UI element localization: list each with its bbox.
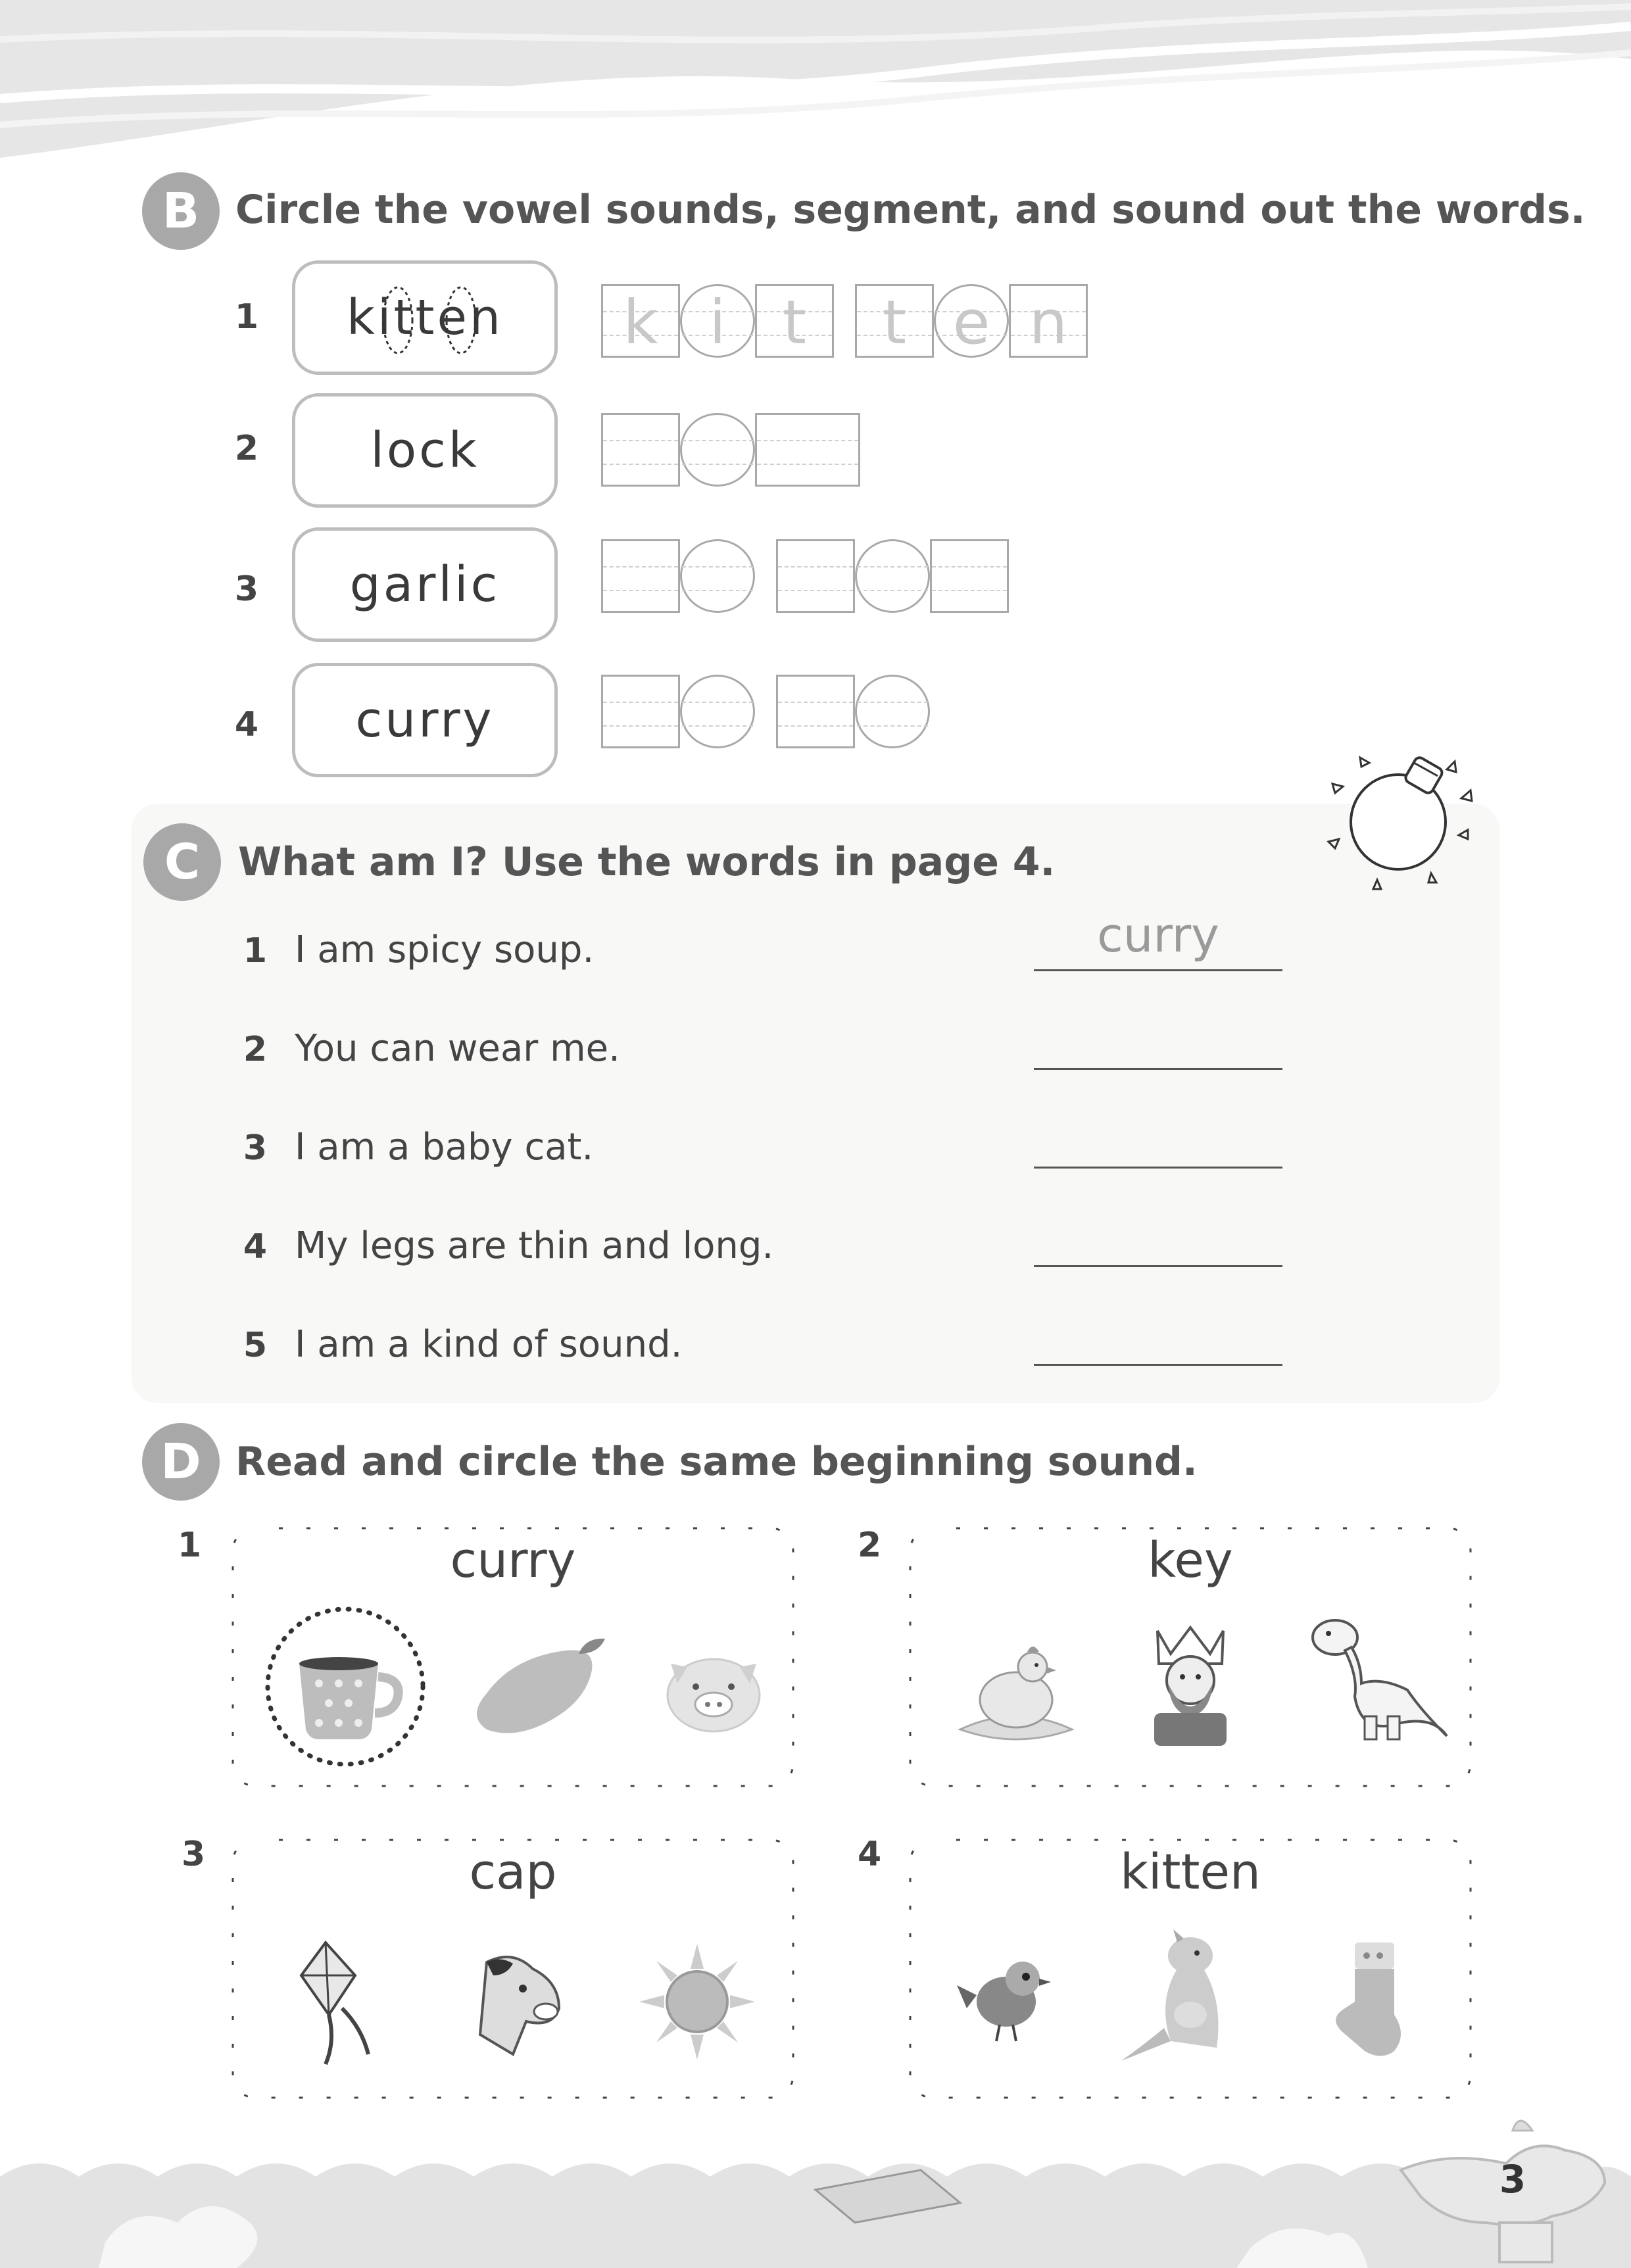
word-text: lock	[370, 422, 479, 479]
section-c-panel	[132, 804, 1499, 1403]
question-number: 1	[243, 931, 268, 971]
segment-box[interactable]	[601, 413, 680, 487]
section-d-title: Read and circle the same beginning sound.	[235, 1439, 1198, 1485]
card-word: cap	[469, 1844, 557, 1900]
word-text: kitten	[347, 289, 503, 346]
dinosaur-icon[interactable]	[1309, 1611, 1453, 1749]
cup-icon[interactable]	[263, 1604, 427, 1769]
question-number: 2	[243, 1030, 268, 1069]
answer-line[interactable]	[1034, 1265, 1282, 1267]
answer-line[interactable]	[1034, 1068, 1282, 1070]
card-word: key	[1148, 1532, 1233, 1589]
answer-line[interactable]	[1034, 969, 1282, 971]
card-word: kitten	[1120, 1844, 1261, 1900]
segment-box[interactable]	[1009, 284, 1088, 358]
pig-icon[interactable]	[658, 1644, 769, 1736]
segment-box[interactable]	[601, 284, 680, 358]
card-number: 4	[858, 1835, 882, 1874]
segment-letter: t	[782, 287, 807, 358]
segment-letter: t	[882, 287, 907, 358]
segment-circle[interactable]	[934, 284, 1009, 358]
segment-circle[interactable]	[680, 284, 755, 358]
card-word: curry	[450, 1532, 576, 1589]
word-box-kitten	[292, 260, 558, 375]
segment-circle[interactable]	[680, 539, 755, 613]
answer-line[interactable]	[1034, 1167, 1282, 1169]
word-box-curry	[292, 663, 558, 777]
question-text: I am a baby cat.	[295, 1126, 594, 1169]
segment-letter: n	[1029, 287, 1068, 358]
segment-circle[interactable]	[680, 675, 755, 748]
segment-box[interactable]	[755, 284, 834, 358]
segment-letter: i	[709, 287, 726, 358]
row-number: 2	[234, 429, 259, 468]
question-number: 5	[243, 1326, 268, 1365]
vowel-circle-e	[441, 281, 481, 360]
header-waves-decoration	[0, 0, 1631, 171]
footer-clouds-decoration	[0, 2071, 1631, 2268]
segment-circle[interactable]	[680, 413, 755, 487]
horse-icon[interactable]	[460, 1949, 572, 2061]
card-key	[901, 1519, 1480, 1795]
card-number: 2	[858, 1526, 882, 1565]
question-text: You can wear me.	[295, 1027, 620, 1070]
segment-box[interactable]	[776, 675, 855, 748]
card-cap	[224, 1831, 802, 2107]
word-text: curry	[355, 692, 495, 748]
card-curry	[224, 1519, 802, 1795]
segment-box[interactable]	[776, 539, 855, 613]
sun-icon[interactable]	[638, 1942, 756, 2061]
card-number: 3	[182, 1835, 206, 1874]
king-icon[interactable]	[1138, 1618, 1243, 1749]
word-text: garlic	[349, 556, 500, 613]
segment-box[interactable]	[755, 413, 860, 487]
word-box-lock	[292, 393, 558, 508]
question-text: My legs are thin and long.	[295, 1224, 774, 1267]
hen-icon[interactable]	[954, 1637, 1079, 1749]
word-box-garlic	[292, 527, 558, 642]
section-b-title: Circle the vowel sounds, segment, and sound out the words.	[235, 187, 1586, 233]
question-number: 4	[243, 1227, 268, 1267]
answer-line[interactable]	[1034, 1364, 1282, 1366]
kite-icon[interactable]	[289, 1936, 388, 2067]
segment-circle[interactable]	[855, 539, 930, 613]
bird-icon[interactable]	[954, 1949, 1059, 2048]
section-c-title: What am I? Use the words in page 4.	[238, 839, 1056, 885]
segment-box[interactable]	[855, 284, 934, 358]
answer-text: curry	[1097, 907, 1219, 963]
card-number: 1	[178, 1526, 202, 1565]
segment-letter: e	[952, 287, 990, 358]
page-number: 3	[1499, 2157, 1526, 2202]
question-text: I am a kind of sound.	[295, 1323, 683, 1366]
section-b-badge: B	[142, 172, 220, 250]
question-text: I am spicy soup.	[295, 929, 595, 971]
section-c-badge: C	[143, 823, 221, 901]
vowel-circle-i	[378, 281, 418, 360]
question-number: 3	[243, 1128, 268, 1168]
kangaroo-icon[interactable]	[1118, 1929, 1250, 2067]
card-kitten	[901, 1831, 1480, 2107]
segment-circle[interactable]	[855, 675, 930, 748]
row-number: 3	[234, 569, 259, 609]
row-number: 1	[234, 297, 259, 337]
segment-box[interactable]	[601, 539, 680, 613]
sock-icon[interactable]	[1328, 1936, 1414, 2061]
segment-box[interactable]	[601, 675, 680, 748]
segment-box[interactable]	[930, 539, 1009, 613]
section-d-badge: D	[142, 1423, 220, 1501]
light-bulb-icon	[1315, 743, 1486, 901]
mango-icon[interactable]	[467, 1631, 618, 1743]
row-number: 4	[234, 705, 259, 744]
segment-letter: k	[623, 287, 658, 358]
